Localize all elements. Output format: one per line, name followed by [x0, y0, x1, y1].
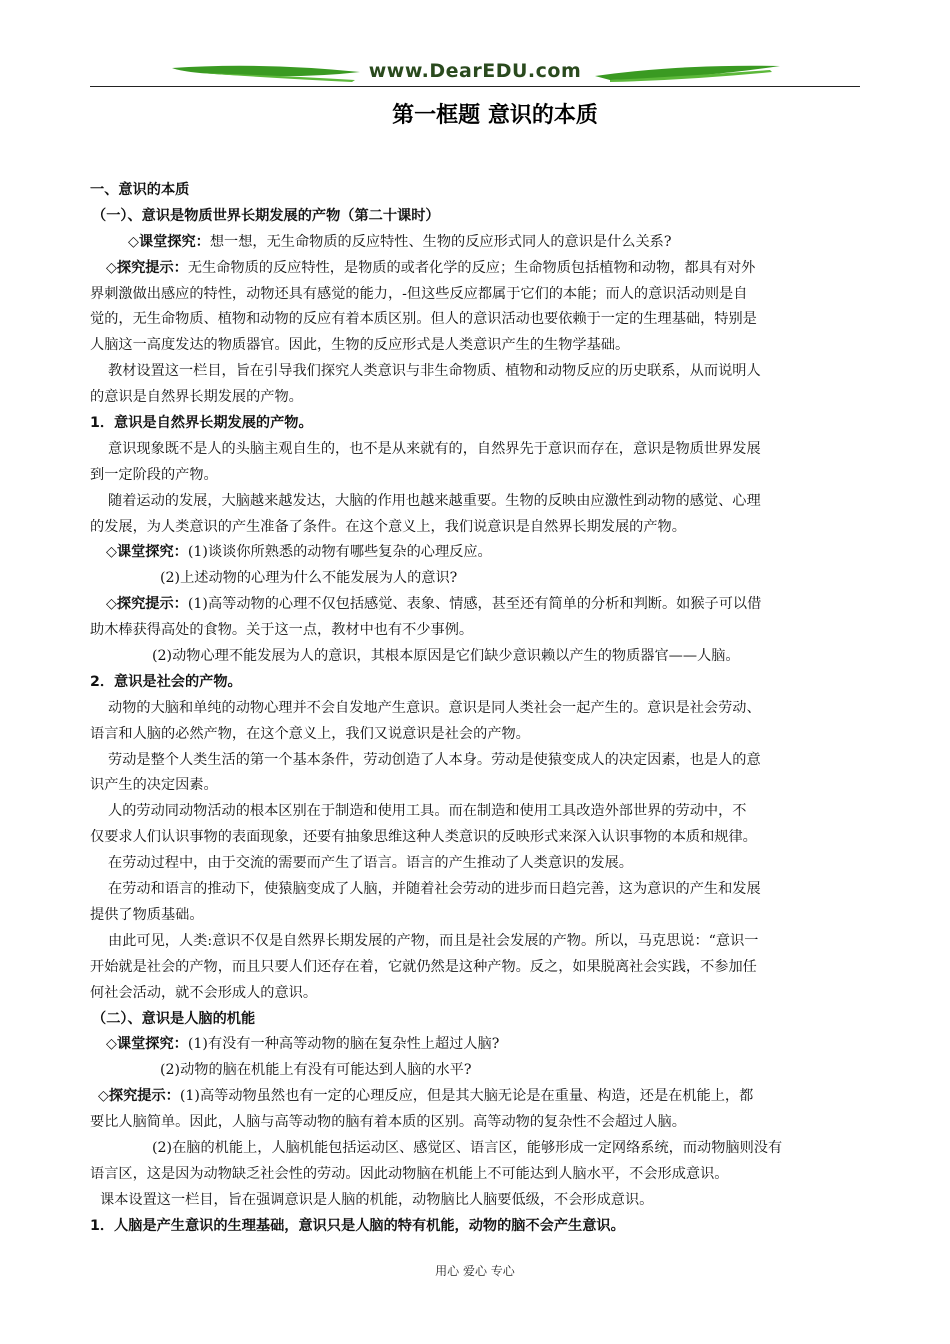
prompt-label: ◇课堂探究：	[106, 1036, 188, 1053]
line-text: (2)动物心理不能发展为人的意识，其根本原因是它们缺少意识赖以产生的物质器官——人脑。	[152, 648, 740, 665]
paragraph-line	[90, 385, 862, 411]
line-text: 的意识是自然界长期发展的产物。	[90, 389, 303, 406]
line-text: (1)谈谈你所熟悉的动物有哪些复杂的心理反应。	[187, 544, 492, 561]
paragraph-line	[90, 515, 862, 541]
paragraph-line	[90, 825, 862, 851]
section-heading	[90, 670, 862, 696]
line-text: (1)高等动物虽然也有一定的心理反应，但是其大脑无论是在重量、构造，还是在机能上，都	[179, 1088, 754, 1105]
line-text: 劳动是整个人类生活的第一个基本条件，劳动创造了人本身。劳动是使猿变成人的决定因素，也是人的意	[108, 751, 761, 768]
line-text: 意识现象既不是人的头脑主观自生的，也不是从来就有的，自然界先于意识而存在，意识是物质世界发展	[108, 440, 761, 457]
prompt-label: ◇探究提示：	[98, 1088, 180, 1105]
line-text: 1．意识是自然界长期发展的产物。	[90, 415, 313, 432]
section-heading	[90, 1214, 862, 1240]
line-text: 由此可见，人类:意识不仅是自然界长期发展的产物，而且是社会发展的产物。所以，马克思说：“意识一	[108, 932, 759, 949]
paragraph-line	[90, 592, 862, 618]
line-text: 课本设置这一栏目，旨在强调意识是人脑的机能，动物脑比人脑要低级，不会形成意识。	[100, 1191, 654, 1208]
line-text: 要比人脑简单。因此，人脑与高等动物的脑有着本质的区别。高等动物的复杂性不会超过人脑。	[90, 1114, 686, 1131]
paragraph-line	[90, 748, 862, 774]
section-heading	[90, 204, 862, 230]
paragraph-line	[90, 1084, 862, 1110]
line-text: 到一定阶段的产物。	[90, 466, 218, 483]
paragraph-line	[90, 696, 862, 722]
line-text: (1)高等动物的心理不仅包括感觉、表象、情感，甚至还有简单的分析和判断。如猴子可以借	[187, 596, 762, 613]
line-text: 人的劳动同动物活动的根本区别在于制造和使用工具。而在制造和使用工具改造外部世界的劳动中，不	[108, 803, 747, 820]
prompt-label: ◇探究提示：	[106, 596, 188, 613]
paragraph-line	[90, 307, 862, 333]
line-text: 动物的大脑和单纯的动物心理并不会自发地产生意识。意识是同人类社会一起产生的。意识是社会劳动、	[108, 699, 761, 716]
paragraph-line	[90, 722, 862, 748]
paragraph-line	[90, 359, 862, 385]
paragraph-line	[90, 955, 862, 981]
line-text: 2．意识是社会的产物。	[90, 673, 242, 690]
paragraph-line	[90, 981, 862, 1007]
line-text: 识产生的决定因素。	[90, 777, 218, 794]
line-text: 语言区，这是因为动物缺乏社会性的劳动。因此动物脑在机能上不可能达到人脑水平，不会形成意识。	[90, 1165, 729, 1182]
line-text: 仅要求人们认识事物的表面现象，还要有抽象思维这种人类意识的反映形式来深入认识事物的本质和规律。	[90, 829, 757, 846]
section-heading	[90, 411, 862, 437]
line-text: 语言和人脑的必然产物，在这个意义上，我们又说意识是社会的产物。	[90, 725, 530, 742]
paragraph-line	[90, 230, 862, 256]
paragraph-line	[90, 256, 862, 282]
prompt-label: ◇课堂探究：	[128, 233, 210, 250]
paragraph-line	[90, 877, 862, 903]
line-text: (2)上述动物的心理为什么不能发展为人的意识?	[160, 570, 458, 587]
line-text: 在劳动和语言的推动下，使猿脑变成了人脑，并随着社会劳动的进步而日趋完善，这为意识的产生和发展	[108, 881, 761, 898]
page-footer: 用心 爱心 专心	[435, 1264, 515, 1278]
line-text: 何社会活动，就不会形成人的意识。	[90, 984, 318, 1001]
line-text: 开始就是社会的产物，而且只要人们还存在着，它就仍然是这种产物。反之，如果脱离社会实践，不参加任	[90, 958, 757, 975]
line-text: 想一想，无生命物质的反应特性、生物的反应形式同人的意识是什么关系?	[209, 233, 672, 250]
prompt-label: ◇课堂探究：	[106, 544, 188, 561]
line-text: 觉的，无生命物质、植物和动物的反应有着本质区别。但人的意识活动也要依赖于一定的生理基础，特别是	[90, 311, 757, 328]
paragraph-line	[90, 1162, 862, 1188]
line-text: 助木棒获得高处的食物。关于这一点，教材中也有不少事例。	[90, 622, 474, 639]
paragraph-line	[90, 1058, 862, 1084]
line-text: 的发展，为人类意识的产生准备了条件。在这个意义上，我们说意识是自然界长期发展的产物。	[90, 518, 686, 535]
line-text: 教材设置这一栏目，旨在引导我们探究人类意识与非生命物质、植物和动物反应的历史联系，从而说明人	[108, 363, 761, 380]
paragraph-line	[90, 773, 862, 799]
left-leaf-swoosh	[172, 66, 360, 77]
paragraph-line	[90, 1110, 862, 1136]
line-text: （二）、意识是人脑的机能	[92, 1010, 256, 1027]
paragraph-line	[90, 1032, 862, 1058]
paragraph-line	[90, 851, 862, 877]
paragraph-line	[90, 644, 862, 670]
section-heading	[90, 178, 862, 204]
page-title: 第一框题 意识的本质	[392, 103, 598, 128]
line-text: (2)动物的脑在机能上有没有可能达到人脑的水平?	[160, 1062, 472, 1079]
line-text: 界刺激做出感应的特性，动物还具有感觉的能力，-但这些反应都属于它们的本能；而人的意识活动则是自	[90, 285, 748, 302]
paragraph-line	[90, 1136, 862, 1162]
paragraph-line	[90, 903, 862, 929]
document-body	[90, 178, 862, 1240]
section-heading	[90, 1007, 862, 1033]
line-text: （一）、意识是物质世界长期发展的产物（第二十课时）	[92, 207, 440, 224]
paragraph-line	[90, 282, 862, 308]
site-logo-text: www.DearEDU.com	[368, 60, 582, 82]
line-text: 提供了物质基础。	[90, 906, 204, 923]
line-text: 人脑这一高度发达的物质器官。因此，生物的反应形式是人类意识产生的生物学基础。	[90, 337, 630, 354]
line-text: 无生命物质的反应特性，是物质的或者化学的反应；生命物质包括植物和动物，都具有对外	[187, 259, 756, 276]
line-text: (2)在脑的机能上，人脑机能包括运动区、感觉区、语言区，能够形成一定网络系统，而动物脑则没有	[152, 1139, 783, 1156]
prompt-label: ◇探究提示：	[106, 259, 188, 276]
paragraph-line	[90, 929, 862, 955]
paragraph-line	[90, 437, 862, 463]
paragraph-line	[90, 333, 862, 359]
paragraph-line	[90, 799, 862, 825]
paragraph-line	[90, 463, 862, 489]
header-divider	[90, 86, 860, 87]
line-text: 1．人脑是产生意识的生理基础，意识只是人脑的特有机能，动物的脑不会产生意识。	[90, 1217, 625, 1234]
paragraph-line	[90, 489, 862, 515]
paragraph-line	[90, 1188, 862, 1214]
paragraph-line	[90, 566, 862, 592]
line-text: 随着运动的发展，大脑越来越发达，大脑的作用也越来越重要。生物的反映由应激性到动物的感觉、心理	[108, 492, 761, 509]
paragraph-line	[90, 540, 862, 566]
line-text: 在劳动过程中，由于交流的需要而产生了语言。语言的产生推动了人类意识的发展。	[108, 855, 633, 872]
line-text: 一、意识的本质	[90, 182, 190, 198]
paragraph-line	[90, 618, 862, 644]
line-text: (1)有没有一种高等动物的脑在复杂性上超过人脑?	[187, 1036, 500, 1053]
